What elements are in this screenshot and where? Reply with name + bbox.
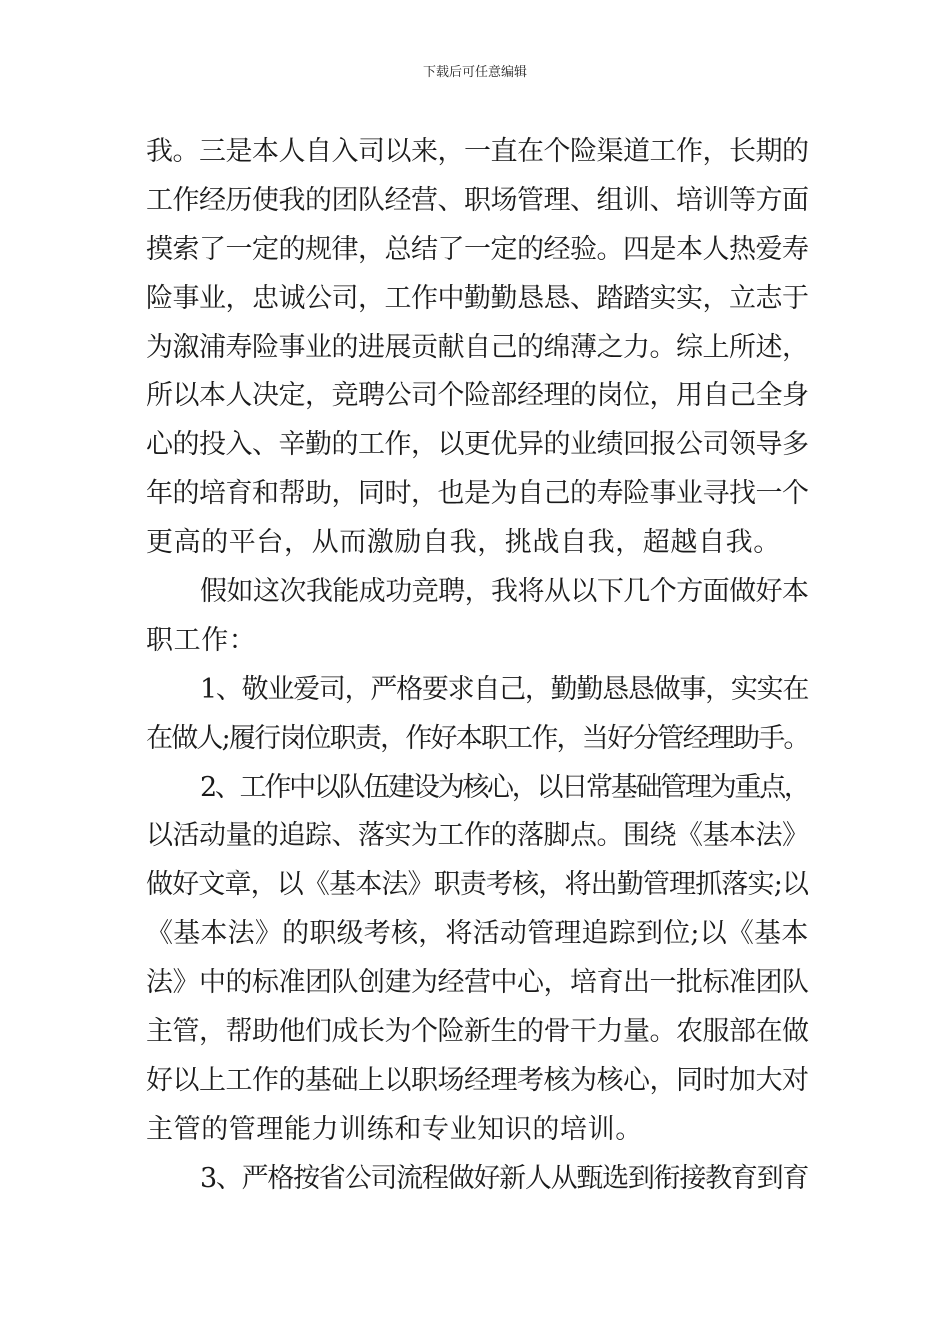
text-line: 做好文章，以《基本法》职责考核，将出勤管理抓落实;以 bbox=[146, 869, 809, 901]
text-line: 法》中的标准团队创建为经营中心，培育出一批标准团队 bbox=[146, 967, 809, 999]
text-line: 更高的平台，从而激励自我，挑战自我，超越自我。 bbox=[146, 527, 781, 559]
page-header: 下载后可任意编辑 bbox=[422, 65, 527, 80]
text-line: 在做人;履行岗位职责，作好本职工作，当好分管经理助手。 bbox=[146, 722, 809, 754]
text-line: 以活动量的追踪、落实为工作的落脚点。围绕《基本法》 bbox=[146, 820, 809, 852]
text-line: 我。三是本人自入司以来，一直在个险渠道工作，长期的 bbox=[146, 136, 809, 167]
text-line: 主管，帮助他们成长为个险新生的骨干力量。农服部在做 bbox=[146, 1016, 809, 1048]
text-line: 心的投入、辛勤的工作，以更优异的业绩回报公司领导多 bbox=[146, 429, 809, 461]
text-line: 工作经历使我的团队经营、职场管理、组训、培训等方面 bbox=[146, 184, 809, 216]
text-line: 1、敬业爱司，严格要求自己，勤勤恳恳做事，实实在 bbox=[200, 673, 809, 705]
text-line: 假如这次我能成功竞聘，我将从以下几个方面做好本 bbox=[200, 576, 809, 608]
text-line: 《基本法》的职级考核，将活动管理追踪到位;以《基本 bbox=[146, 918, 809, 950]
document-body bbox=[146, 128, 811, 1204]
text-line: 为溆浦寿险事业的进展贡献自己的绵薄之力。综上所述， bbox=[146, 331, 809, 363]
text-line: 2、工作中以队伍建设为核心，以日常基础管理为重点， bbox=[200, 771, 809, 803]
text-line: 好以上工作的基础上以职场经理考核为核心，同时加大对 bbox=[146, 1064, 809, 1096]
text-line: 3、严格按省公司流程做好新人从甄选到衔接教育到育 bbox=[200, 1162, 809, 1194]
text-line: 摸索了一定的规律，总结了一定的经验。四是本人热爱寿 bbox=[146, 233, 809, 265]
text-line: 所以本人决定，竞聘公司个险部经理的岗位，用自己全身 bbox=[146, 380, 809, 412]
text-line: 年的培育和帮助，同时，也是为自己的寿险事业寻找一个 bbox=[146, 478, 809, 510]
text-line: 职工作： bbox=[146, 624, 257, 656]
text-line: 险事业，忠诚公司，工作中勤勤恳恳、踏踏实实，立志于 bbox=[146, 282, 809, 314]
text-line: 主管的管理能力训练和专业知识的培训。 bbox=[146, 1113, 643, 1145]
